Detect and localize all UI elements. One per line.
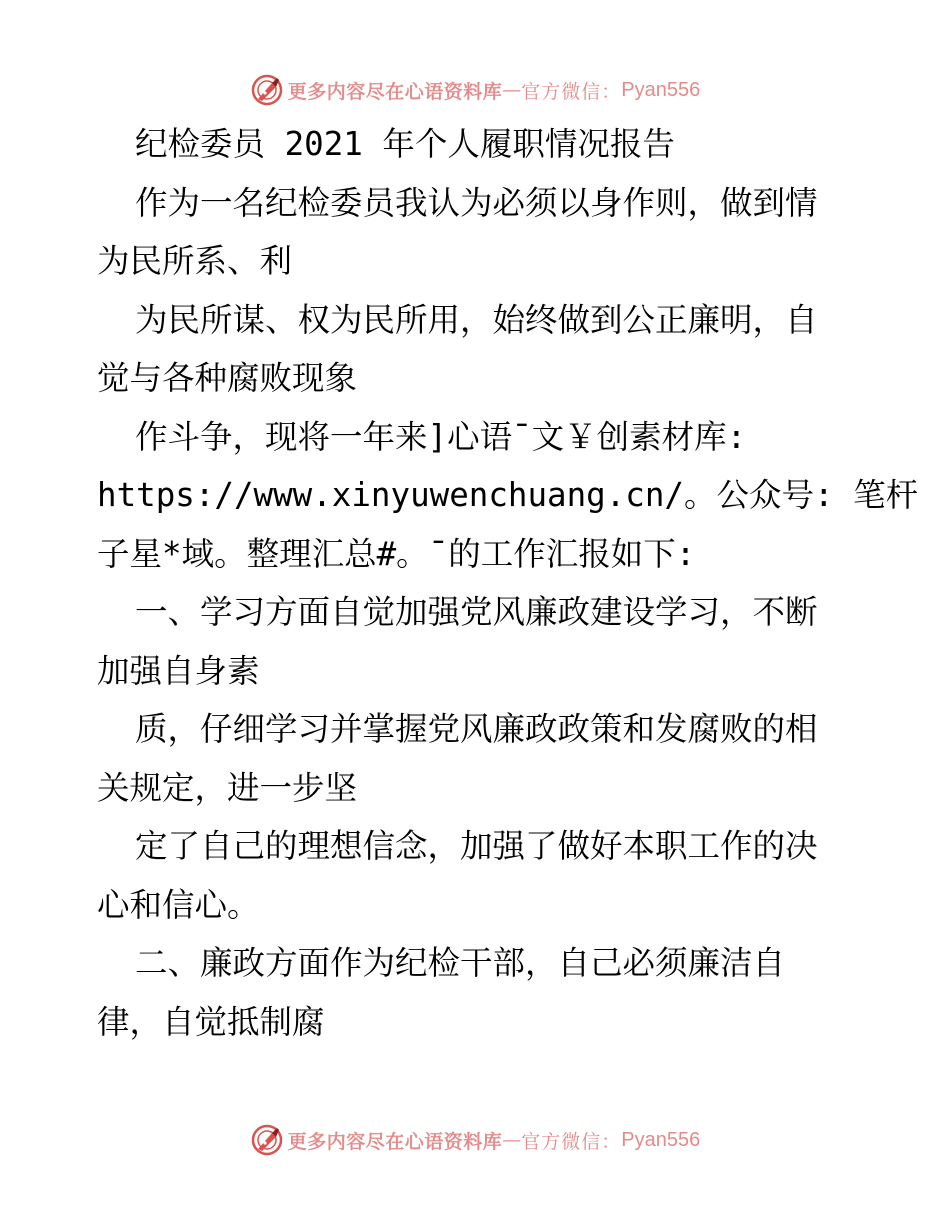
header-banner: [0, 70, 950, 110]
body-line: 子星*域。整理汇总#。¯的工作汇报如下:: [97, 534, 696, 573]
header-brand: 更多内容尽在心语资料库: [287, 80, 503, 103]
footer-wechat-id: Pyan556: [621, 1128, 701, 1151]
body-line: 质，仔细学习并掌握党风廉政政策和发腐败的相: [135, 710, 818, 748]
section-heading-integrity: 二、廉政方面作为纪检干部，自己必须廉洁自: [135, 944, 786, 982]
pen-nib-logo-icon: [250, 73, 284, 107]
body-line: 作为一名纪检委员我认为必须以身作则，做到情: [135, 183, 818, 222]
footer-wechat-label: 官方微信：: [521, 1130, 622, 1153]
document-body: [97, 115, 919, 1051]
body-line: 关规定，进一步坚: [97, 768, 358, 807]
body-line-url: https://www.xinyuwenchuang.cn/。公众号: 笔杆: [97, 476, 919, 514]
footer-banner: [0, 1120, 950, 1160]
body-line: 为民所系、利: [97, 242, 293, 280]
body-line: 心和信心。: [97, 885, 260, 924]
section-heading-study: 一、学习方面自觉加强党风廉政建设学习，不断: [135, 593, 818, 631]
body-line: 觉与各种腐败现象: [97, 359, 358, 397]
header-separator: —: [502, 79, 522, 101]
footer-separator: —: [502, 1129, 522, 1151]
body-line: 作斗争，现将一年来]心语¯文￥创素材库:: [135, 417, 747, 456]
header-wechat-label: 官方微信：: [521, 80, 622, 103]
body-line: 定了自己的理想信念，加强了做好本职工作的决: [135, 827, 818, 865]
body-line: 为民所谋、权为民所用，始终做到公正廉明，自: [135, 300, 818, 339]
body-line: 加强自身素: [97, 651, 260, 690]
body-line: 律，自觉抵制腐: [97, 1002, 325, 1041]
pen-nib-logo-icon: [250, 1123, 284, 1157]
document-title: 纪检委员 2021 年个人履职情况报告: [135, 125, 675, 163]
header-wechat-id: Pyan556: [621, 78, 701, 101]
footer-brand: 更多内容尽在心语资料库: [287, 1130, 503, 1153]
